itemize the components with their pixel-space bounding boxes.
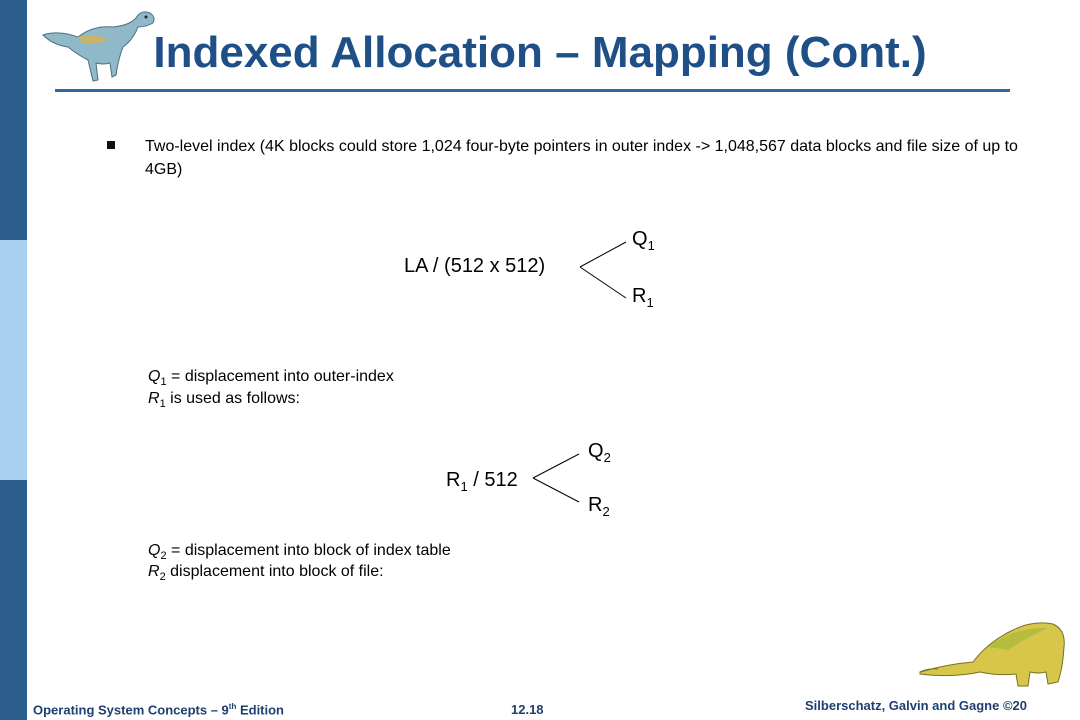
dinosaur-bottom-icon [918, 612, 1070, 690]
footer-authors: Silberschatz, Galvin and Gagne ©20 [805, 698, 1027, 713]
note2-line2: $R_2$ displacement into block of file: [148, 563, 384, 584]
title-underline [55, 89, 1010, 92]
formula1-quotient: $Q_1$ [632, 228, 655, 253]
formula1-remainder: $R_1$ [632, 285, 654, 310]
formula1-expression: LA / (512 x 512) [404, 255, 546, 277]
slide-title: Indexed Allocation – Mapping (Cont.) [153, 28, 927, 77]
bullet-text: Two-level index (4K blocks could store 1,024 four-byte pointers in outer index -> 1,048,567 data blocks and file size of up to 4GB) [145, 138, 1018, 178]
footer-page-number: 12.18 [511, 702, 544, 717]
bullet-square-icon [107, 141, 115, 149]
note1-line1: $Q_1$ = displacement into outer-index [148, 368, 394, 389]
sidebar-segment-dark [0, 480, 27, 720]
footer-book-title: Operating System Concepts – 9th Edition [33, 702, 285, 718]
formula2-remainder: $R_2$ [588, 494, 610, 519]
sidebar-stripe [0, 0, 27, 720]
note2-line1: $Q_2$ = displacement into block of index table [148, 542, 451, 563]
formula2-expression: $R_1 / 512$ [446, 469, 518, 494]
note1-line2: $R_1$ is used as follows: [148, 390, 300, 411]
formula2-quotient: $Q_2$ [588, 440, 611, 465]
formula1-split-lines [578, 240, 628, 300]
sidebar-segment-light [0, 240, 27, 480]
formula2-split-lines [531, 452, 581, 504]
